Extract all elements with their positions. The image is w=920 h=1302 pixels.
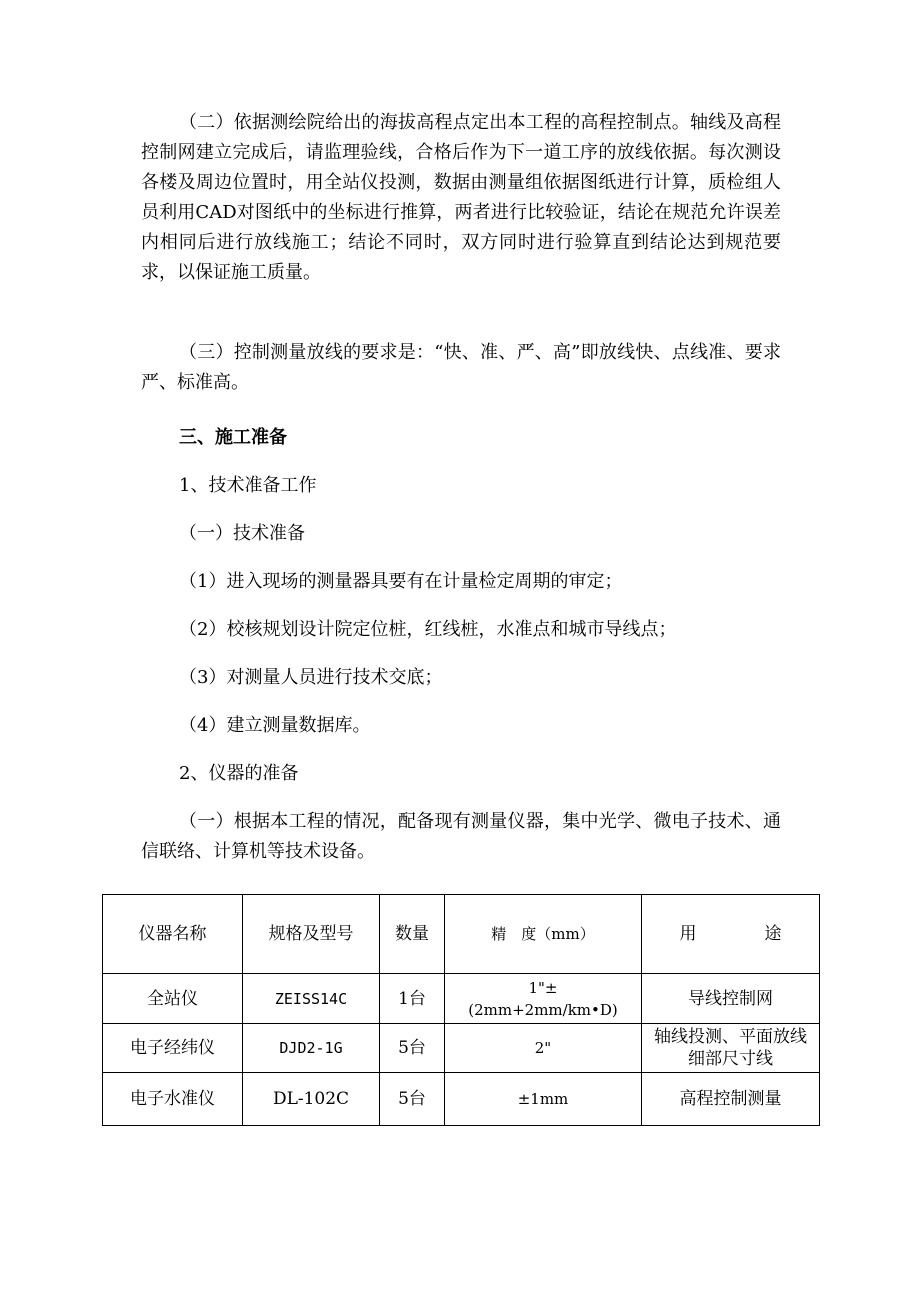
list-item-3: （3）对测量人员进行技术交底； [179,667,443,688]
cell-usage-line1: 轴线投测、平面放线 [654,1027,807,1047]
cell-usage: 导线控制网 [642,974,820,1024]
cell-precision: ±1mm [445,1073,642,1126]
cell-name: 电子水准仪 [103,1073,243,1126]
cell-usage [642,1024,820,1073]
header-precision: 精 度（mm） [445,895,642,974]
cell-name: 全站仪 [103,974,243,1024]
table-header-row [103,895,820,974]
paragraph-instrument-config: （一）根据本工程的情况，配备现有测量仪器，集中光学、微电子技术、通信联络、计算机等技术设备。 [141,811,781,862]
cell-model: DL-102C [243,1073,380,1126]
cell-model: ZEISS14C [243,974,380,1024]
section-heading-construction-prep: 三、施工准备 [179,427,287,448]
table-row [103,1073,820,1126]
instrument-table [102,894,820,1126]
cell-precision-line2: (2mm+2mm/km•D) [468,1000,618,1019]
cell-precision [445,974,642,1024]
header-instrument-name: 仪器名称 [103,895,243,974]
header-quantity: 数量 [380,895,445,974]
list-item-4: （4）建立测量数据库。 [179,715,371,736]
paragraph-survey-requirements: （三）控制测量放线的要求是：“快、准、严、高”即放线快、点线准、要求严、标准高。 [141,342,781,393]
cell-usage: 高程控制测量 [642,1073,820,1126]
table-row [103,974,820,1024]
subheading-instrument-prep: 2、仪器的准备 [179,763,299,784]
header-usage: 用 途 [642,895,820,974]
subheading-technical-prep: （一）技术准备 [179,523,305,544]
cell-qty: 5台 [380,1073,445,1126]
subheading-technical-prep-work: 1、技术准备工作 [179,475,317,496]
list-item-2: （2）校核规划设计院定位桩，红线桩，水准点和城市导线点； [179,619,677,640]
cell-qty: 1台 [380,974,445,1024]
cell-precision-line1: 1"± [528,978,558,997]
cell-qty: 5台 [380,1024,445,1073]
cell-name: 电子经纬仪 [103,1024,243,1073]
cell-model: DJD2-1G [243,1024,380,1073]
list-item-1: （1）进入现场的测量器具要有在计量检定周期的审定； [179,571,623,592]
header-model: 规格及型号 [243,895,380,974]
cell-usage-line2: 细部尺寸线 [688,1049,773,1069]
paragraph-elevation-control: （二）依据测绘院给出的海拔高程点定出本工程的高程控制点。轴线及高程控制网建立完成后，请监理验线，合格后作为下一道工序的放线依据。每次测设各楼及周边位置时，用全站仪投测，数据由测量组依据图纸进行计算，质检组人员利用CAD对图纸中的坐标进行推算，两者进行比较验证，结论在规范允许误差内相同后进行放线施工；结论不同时，双方同时进行验算直到结论达到规范要求，以保证施工质量。 [141,112,781,283]
cell-precision: 2" [445,1024,642,1073]
table-row [103,1024,820,1073]
